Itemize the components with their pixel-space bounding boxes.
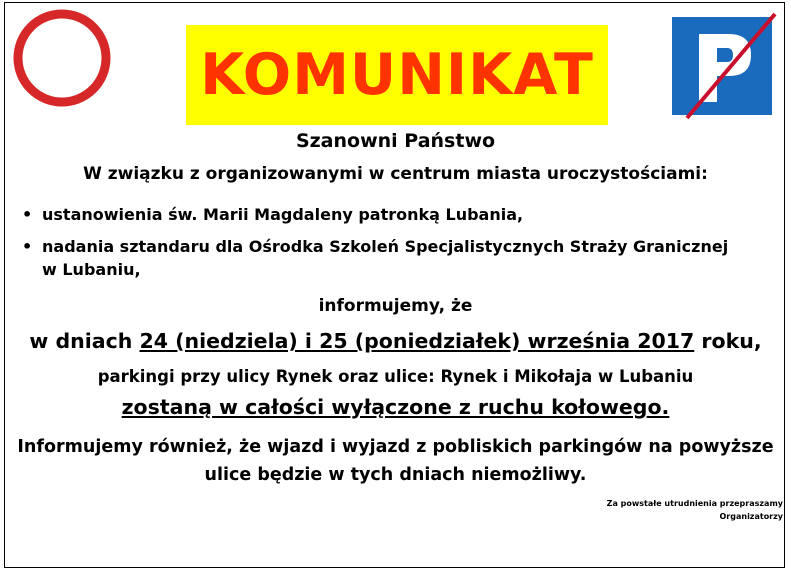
parkings-text: parkingi przy ulicy Rynek oraz ulice: Rynek i Mikołaja w Lubaniu [97, 367, 694, 386]
list-item [22, 235, 782, 281]
no-stopping-sign-icon [12, 4, 112, 112]
intro-text: W związku z organizowanymi w centrum miasta uroczystościami: [83, 164, 708, 184]
dates-highlight: 24 (niedziela) i 25 (poniedziałek) września 2017 [139, 329, 695, 353]
dates-suffix: roku, [694, 329, 762, 353]
list-item-line: nadania sztandaru dla Ośrodka Szkoleń Specjalistycznych Straży Granicznej [42, 237, 729, 257]
bullet-list [22, 203, 782, 291]
apology-note [607, 498, 783, 524]
greeting: Szanowni Państwo [295, 130, 496, 152]
bullet-icon: • [22, 205, 33, 224]
dates-prefix: w dniach [29, 329, 140, 353]
signature: Organizatorzy [719, 511, 783, 521]
list-item-text: ustanowienia św. Marii Magdaleny patronką Lubania, [42, 205, 524, 224]
bullet-icon: • [22, 237, 33, 257]
apology-text: Za powstałe utrudnienia przepraszamy [606, 499, 783, 508]
closure-text: zostaną w całości wyłączone z ruchu kołowego. [121, 395, 670, 419]
parking-prohibited-sign-icon [667, 12, 777, 120]
list-item-line: w Lubaniu, [42, 260, 141, 280]
title-banner [186, 25, 608, 125]
additional-info-line-2: ulice będzie w tych dniach niemożliwy. [204, 465, 587, 485]
list-item [22, 203, 782, 226]
inform-text: informujemy, że [318, 296, 473, 316]
dates-line [0, 329, 791, 353]
notice-title: KOMUNIKAT [200, 42, 594, 108]
additional-info-line-1: Informujemy również, że wjazd i wyjazd z pobliskich parkingów na powyższe [17, 437, 774, 457]
list-item-text [42, 235, 742, 281]
